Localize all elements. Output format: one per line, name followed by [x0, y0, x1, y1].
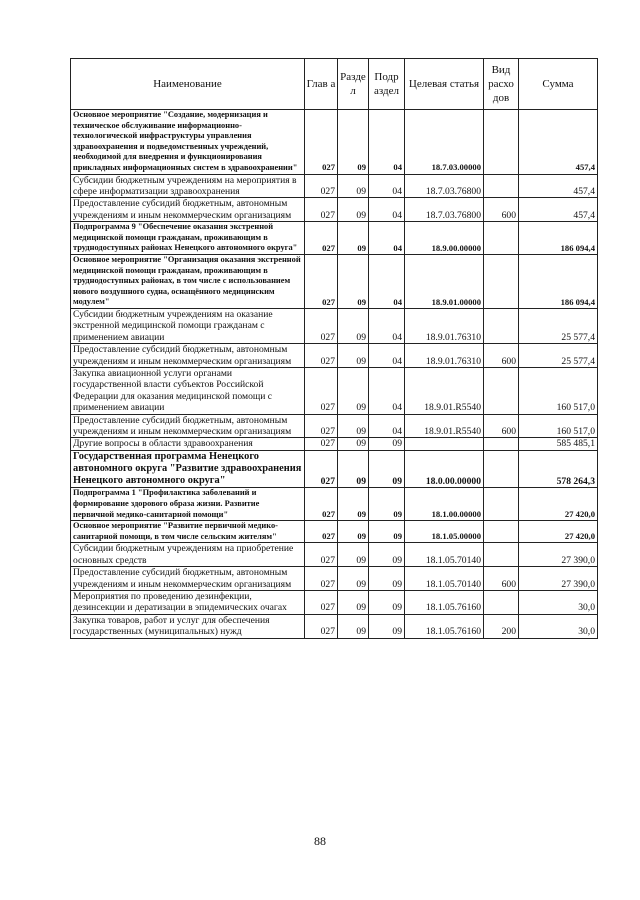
- row-razdel: 09: [338, 614, 369, 638]
- row-razdel: 09: [338, 174, 369, 198]
- row-podrazdel: 09: [369, 488, 405, 521]
- row-target: 18.7.03.76800: [405, 198, 484, 222]
- row-name: Основное мероприятие "Организация оказания экстренной медицинской помощи гражданам, проживающим в труднодоступных районах, в том числе с использованием нового воздушного судна, оснащённого медицинским модулем": [71, 254, 305, 308]
- page-number: 88: [314, 834, 326, 848]
- row-podrazdel: 09: [369, 543, 405, 567]
- row-razdel: 09: [338, 438, 369, 450]
- row-sum: 27 390,0: [519, 543, 598, 567]
- row-vid: [484, 308, 519, 343]
- row-glava: 027: [305, 521, 338, 543]
- row-vid: [484, 488, 519, 521]
- table-row: [71, 567, 598, 591]
- row-name: Закупка товаров, работ и услуг для обеспечения государственных (муниципальных) нужд: [71, 614, 305, 638]
- row-razdel: 09: [338, 308, 369, 343]
- row-glava: 027: [305, 174, 338, 198]
- row-razdel: 09: [338, 222, 369, 255]
- row-target: 18.1.00.00000: [405, 488, 484, 521]
- row-podrazdel: 04: [369, 344, 405, 368]
- row-razdel: 09: [338, 591, 369, 615]
- row-sum: 585 485,1: [519, 438, 598, 450]
- row-sum: 457,4: [519, 174, 598, 198]
- row-vid: [484, 367, 519, 414]
- row-vid: [484, 591, 519, 615]
- row-glava: 027: [305, 438, 338, 450]
- row-name: Основное мероприятие "Создание, модернизация и техническое обслуживание информационно-технологической инфраструктуры управления здравоохранения и подведомственных учреждений, необходимой для внедрения и функционирования прикладных информационных систем в здравоохранении": [71, 110, 305, 175]
- table-row: [71, 591, 598, 615]
- row-glava: 027: [305, 344, 338, 368]
- row-target: 18.1.05.70140: [405, 567, 484, 591]
- row-podrazdel: 09: [369, 438, 405, 450]
- row-glava: 027: [305, 591, 338, 615]
- row-podrazdel: 04: [369, 254, 405, 308]
- row-vid: 600: [484, 198, 519, 222]
- row-sum: 160 517,0: [519, 367, 598, 414]
- row-razdel: 09: [338, 367, 369, 414]
- budget-table: [70, 58, 598, 639]
- table-row: [71, 174, 598, 198]
- row-sum: 27 420,0: [519, 488, 598, 521]
- row-sum: 457,4: [519, 110, 598, 175]
- row-podrazdel: 04: [369, 222, 405, 255]
- row-vid: [484, 521, 519, 543]
- table-row: [71, 521, 598, 543]
- row-glava: 027: [305, 614, 338, 638]
- row-glava: 027: [305, 543, 338, 567]
- row-vid: 600: [484, 567, 519, 591]
- row-target: 18.9.00.00000: [405, 222, 484, 255]
- row-sum: 30,0: [519, 591, 598, 615]
- row-podrazdel: 04: [369, 308, 405, 343]
- table-row: [71, 308, 598, 343]
- table-row: [71, 543, 598, 567]
- row-razdel: 09: [338, 254, 369, 308]
- row-target: 18.9.01.00000: [405, 254, 484, 308]
- table-row: [71, 488, 598, 521]
- row-name: Закупка авиационной услуги органами государственной власти субъектов Российской Федерации для оказания медицинской помощи с применением авиации: [71, 367, 305, 414]
- row-vid: [484, 110, 519, 175]
- row-razdel: 09: [338, 488, 369, 521]
- row-target: 18.9.01.76310: [405, 344, 484, 368]
- row-sum: 186 094,4: [519, 254, 598, 308]
- row-name: Предоставление субсидий бюджетным, автономным учреждениям и иным некоммерческим организациям: [71, 198, 305, 222]
- row-glava: 027: [305, 488, 338, 521]
- row-name: Субсидии бюджетным учреждениям на приобретение основных средств: [71, 543, 305, 567]
- row-name: Предоставление субсидий бюджетным, автономным учреждениям и иным некоммерческим организациям: [71, 414, 305, 438]
- row-name: Субсидии бюджетным учреждениям на мероприятия в сфере информатизации здравоохранения: [71, 174, 305, 198]
- table-row: [71, 614, 598, 638]
- row-target: 18.1.05.76160: [405, 591, 484, 615]
- row-podrazdel: 09: [369, 591, 405, 615]
- row-glava: 027: [305, 222, 338, 255]
- table-row: [71, 110, 598, 175]
- row-vid: [484, 222, 519, 255]
- row-glava: 027: [305, 198, 338, 222]
- row-podrazdel: 04: [369, 110, 405, 175]
- row-target: 18.9.01.R5540: [405, 367, 484, 414]
- row-podrazdel: 04: [369, 198, 405, 222]
- row-name: Предоставление субсидий бюджетным, автономным учреждениям и иным некоммерческим организациям: [71, 567, 305, 591]
- header-podrazdel: Подр аздел: [369, 59, 405, 110]
- row-target: 18.1.05.76160: [405, 614, 484, 638]
- header-sum: Сумма: [519, 59, 598, 110]
- row-glava: 027: [305, 450, 338, 488]
- row-razdel: 09: [338, 414, 369, 438]
- row-sum: 457,4: [519, 198, 598, 222]
- row-sum: 578 264,3: [519, 450, 598, 488]
- table-row: [71, 367, 598, 414]
- table-row: [71, 450, 598, 488]
- row-target: 18.9.01.R5540: [405, 414, 484, 438]
- row-target: 18.7.03.00000: [405, 110, 484, 175]
- row-vid: 600: [484, 414, 519, 438]
- row-razdel: 09: [338, 450, 369, 488]
- header-glava: Глав а: [305, 59, 338, 110]
- row-vid: [484, 450, 519, 488]
- row-target: [405, 438, 484, 450]
- row-name: Основное мероприятие "Развитие первичной медико-санитарной помощи, в том числе сельским жителям": [71, 521, 305, 543]
- row-vid: 600: [484, 344, 519, 368]
- row-razdel: 09: [338, 198, 369, 222]
- row-glava: 027: [305, 567, 338, 591]
- row-razdel: 09: [338, 110, 369, 175]
- row-name: Предоставление субсидий бюджетным, автономным учреждениям и иным некоммерческим организациям: [71, 344, 305, 368]
- row-sum: 186 094,4: [519, 222, 598, 255]
- table-row: [71, 344, 598, 368]
- row-glava: 027: [305, 308, 338, 343]
- row-name: Подпрограмма 1 "Профилактика заболеваний и формирование здорового образа жизни. Развитие первичной медико-санитарной помощи": [71, 488, 305, 521]
- row-sum: 25 577,4: [519, 344, 598, 368]
- row-glava: 027: [305, 414, 338, 438]
- table-row: [71, 198, 598, 222]
- row-razdel: 09: [338, 344, 369, 368]
- row-podrazdel: 09: [369, 567, 405, 591]
- row-podrazdel: 09: [369, 450, 405, 488]
- row-razdel: 09: [338, 521, 369, 543]
- row-podrazdel: 04: [369, 367, 405, 414]
- table-body: [71, 110, 598, 639]
- row-target: 18.1.05.00000: [405, 521, 484, 543]
- row-vid: 200: [484, 614, 519, 638]
- row-target: 18.7.03.76800: [405, 174, 484, 198]
- row-name: Подпрограмма 9 "Обеспечение оказания экстренной медицинской помощи гражданам, проживающим в труднодоступных районах Ненецкого автономного округа": [71, 222, 305, 255]
- row-sum: 27 420,0: [519, 521, 598, 543]
- table-row: [71, 438, 598, 450]
- row-glava: 027: [305, 110, 338, 175]
- row-vid: [484, 543, 519, 567]
- row-razdel: 09: [338, 543, 369, 567]
- row-name: Государственная программа Ненецкого автономного округа "Развитие здравоохранения Ненецкого автономного округа": [71, 450, 305, 488]
- header-target: Целевая статья: [405, 59, 484, 110]
- header-vid: Вид расхо дов: [484, 59, 519, 110]
- row-vid: [484, 174, 519, 198]
- row-sum: 27 390,0: [519, 567, 598, 591]
- row-podrazdel: 09: [369, 614, 405, 638]
- row-name: Другие вопросы в области здравоохранения: [71, 438, 305, 450]
- table-row: [71, 222, 598, 255]
- row-name: Субсидии бюджетным учреждениям на оказание экстренной медицинской помощи гражданам с применением авиации: [71, 308, 305, 343]
- row-name: Мероприятия по проведению дезинфекции, дезинсекции и дератизации в эпидемических очагах: [71, 591, 305, 615]
- row-razdel: 09: [338, 567, 369, 591]
- row-vid: [484, 254, 519, 308]
- row-target: 18.0.00.00000: [405, 450, 484, 488]
- row-vid: [484, 438, 519, 450]
- row-podrazdel: 04: [369, 174, 405, 198]
- header-razdel: Разде л: [338, 59, 369, 110]
- table-row: [71, 254, 598, 308]
- table-header-row: [71, 59, 598, 110]
- row-sum: 25 577,4: [519, 308, 598, 343]
- row-podrazdel: 09: [369, 521, 405, 543]
- row-target: 18.9.01.76310: [405, 308, 484, 343]
- row-target: 18.1.05.70140: [405, 543, 484, 567]
- row-glava: 027: [305, 367, 338, 414]
- header-name: Наименование: [71, 59, 305, 110]
- table-row: [71, 414, 598, 438]
- row-glava: 027: [305, 254, 338, 308]
- row-sum: 30,0: [519, 614, 598, 638]
- row-sum: 160 517,0: [519, 414, 598, 438]
- row-podrazdel: 04: [369, 414, 405, 438]
